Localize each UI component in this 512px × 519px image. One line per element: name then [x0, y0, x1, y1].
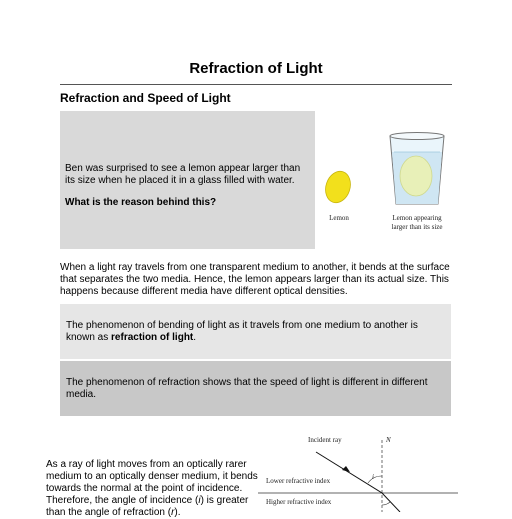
refraction-diagram [258, 432, 468, 512]
symbol-r: r [171, 507, 175, 518]
symbol-i: i [198, 495, 201, 506]
page-title: Refraction of Light [189, 60, 323, 77]
story-box [60, 111, 315, 249]
speed-note-text: The phenomenon of refraction shows that the speed of light is different in different media. [66, 377, 428, 400]
denser-end: ). [174, 507, 181, 518]
glass-label [380, 214, 454, 232]
definition-text: The phenomenon of bending of light as it travels from one medium to another is known as [66, 320, 418, 343]
denser-mid: ) is greater than the angle of refraction ( [46, 495, 249, 518]
glass-label-line1: Lemon appearing [392, 214, 442, 222]
incident-ray-label: Incident ray [308, 436, 342, 444]
story-text: Ben was surprised to see a lemon appear larger than its size when he placed it in a glass filled with water. [65, 163, 301, 186]
angle-i-label: i [372, 473, 374, 481]
title-divider [60, 84, 452, 85]
angle-r-arc [382, 502, 390, 505]
denser-paragraph [46, 459, 268, 519]
angle-i-arc [368, 476, 382, 483]
explanation-paragraph: When a light ray travels from one transparent medium to another, it bends at the surface that separates the two media. Hence, the lemon appears larger than its actual size. This happens because different media have different optical densities. [60, 262, 450, 297]
magnified-lemon [400, 156, 432, 196]
lower-index-label: Lower refractive index [266, 477, 331, 485]
glass-label-line2: larger than its size [391, 223, 443, 231]
speed-note-box [60, 361, 451, 416]
denser-text: As a ray of light moves from an optically rarer medium to an optically denser medium, it bends towards the normal at the point of incidence. Therefore, the angle of incidence ( [46, 459, 258, 506]
story-question: What is the reason behind this? [65, 197, 217, 208]
normal-label: N [386, 436, 391, 444]
definition-term: refraction of light [111, 332, 194, 343]
lemon-figure [318, 126, 458, 236]
refracted-ray [382, 493, 400, 512]
higher-index-label: Higher refractive index [266, 498, 332, 506]
lemon-shape [322, 168, 355, 206]
section-heading: Refraction and Speed of Light [60, 91, 231, 105]
definition-box [60, 304, 451, 359]
glass-rim [390, 133, 444, 140]
definition-end: . [193, 332, 197, 343]
lemon-label: Lemon [329, 214, 349, 222]
